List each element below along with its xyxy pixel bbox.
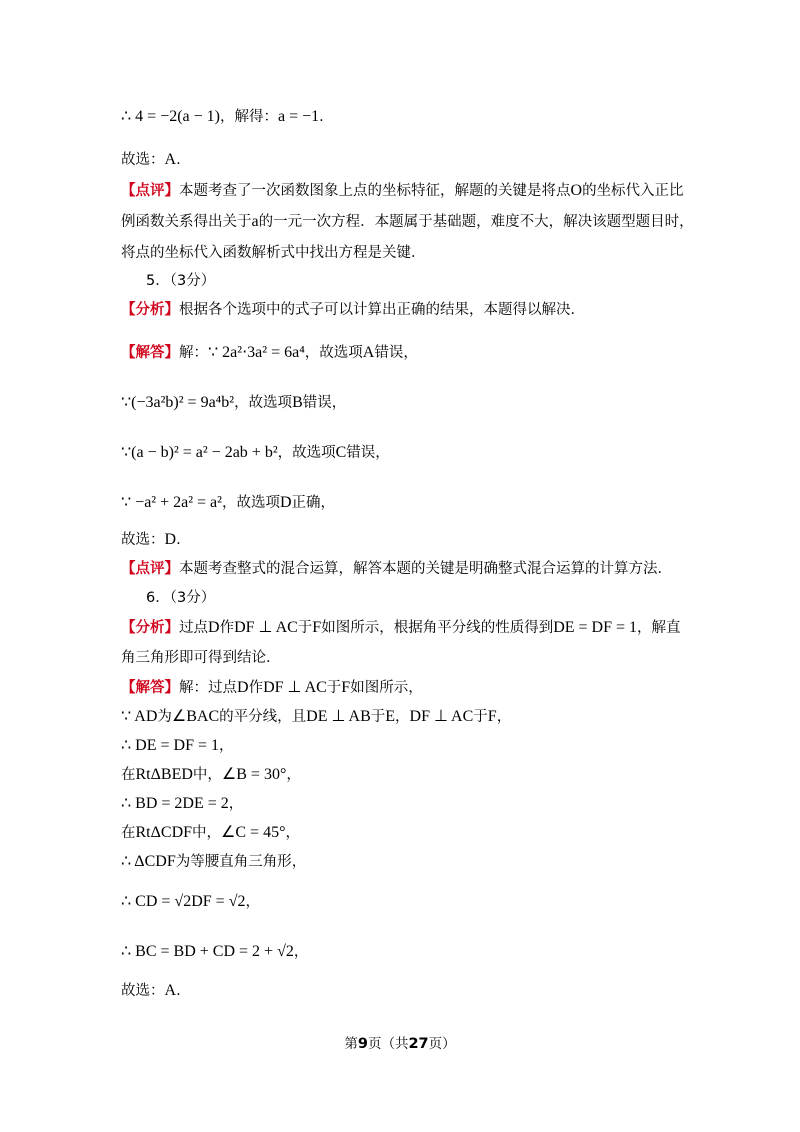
footer-prefix: 第 <box>344 1036 358 1052</box>
section-tag: 【解答】 <box>121 345 179 361</box>
text-run: . <box>176 983 181 999</box>
math-expression: A <box>362 344 375 361</box>
text-run: 于 <box>297 620 313 636</box>
text-run: 6．（3分） <box>146 590 216 606</box>
text-run: ， <box>228 796 244 812</box>
text-run: 解：过点 <box>179 680 237 696</box>
text-run: 错误， <box>302 395 347 411</box>
math-expression: F <box>341 679 351 696</box>
text-run: ，解得： <box>220 109 279 125</box>
math-expression: DE = DF = 1 <box>553 619 638 636</box>
text-run: 故选： <box>121 983 165 999</box>
text-run: ， <box>219 738 234 754</box>
text-line <box>121 765 301 785</box>
math-expression: ∵(a − b)² = a² − 2ab + b² <box>121 444 278 461</box>
text-line <box>121 343 418 363</box>
math-expression: D <box>279 494 292 511</box>
text-run: 为等腰直角三角形， <box>175 854 307 870</box>
text-run: 错误， <box>374 345 418 361</box>
text-run: ，故选项 <box>304 345 363 361</box>
footer-suffix: 页） <box>428 1036 456 1052</box>
text-run: 中， <box>192 767 222 783</box>
text-line <box>121 678 423 698</box>
text-line <box>121 559 672 579</box>
text-line <box>121 243 426 263</box>
math-expression: A <box>164 151 177 168</box>
text-run: 将点的坐标代入函数解析式中找出方程是关键． <box>121 245 426 261</box>
math-expression: a = −1 <box>278 108 320 125</box>
text-run: 例函数关系得出关于 <box>121 214 252 230</box>
text-run: ， <box>285 825 300 841</box>
math-expression: ∵ 2a²⋅3a² = 6a⁴ <box>208 344 305 361</box>
text-line <box>121 212 694 232</box>
math-expression: A <box>164 982 177 999</box>
math-expression: F <box>312 619 322 636</box>
math-expression: ∴ DE = DF = 1 <box>121 737 220 754</box>
text-line <box>121 852 306 872</box>
text-run: 正确， <box>291 495 336 511</box>
text-line <box>121 493 335 513</box>
text-run: ，解直 <box>637 620 681 636</box>
math-expression: ∠C = 45° <box>221 824 286 841</box>
text-run: 故选： <box>121 532 165 548</box>
text-run: 如图所示， <box>350 680 423 696</box>
text-line <box>121 618 681 638</box>
math-expression: ∴ ΔCDF <box>121 853 176 870</box>
math-expression: D <box>164 531 177 548</box>
text-run: ， <box>245 894 260 910</box>
math-expression: DF ⊥ AC <box>409 708 474 725</box>
math-expression: a <box>251 213 259 230</box>
text-run: ，故选项 <box>234 395 293 411</box>
math-expression: ∴ 4 = −2(a − 1) <box>121 108 221 125</box>
text-line <box>121 150 181 170</box>
text-run: 角三角形即可得到结论． <box>121 650 281 666</box>
text-run: 本题考查整式的混合运算，解答本题的关键是明确整式混合运算的计算方法． <box>179 561 672 577</box>
math-expression: DF ⊥ AC <box>263 679 327 696</box>
text-line <box>121 942 308 962</box>
text-run: 错误， <box>346 445 390 461</box>
text-run: 过点 <box>179 620 208 636</box>
text-line <box>121 981 181 1001</box>
text-line <box>121 736 234 756</box>
text-run: 解： <box>179 345 208 361</box>
text-run: ， <box>286 767 301 783</box>
text-run: 的平分线，且 <box>219 709 307 725</box>
math-expression: ∠B = 30° <box>221 766 287 783</box>
text-run: 的一元一次方程．本题属于基础题，难度不大，解决该题型题目时， <box>258 214 694 230</box>
text-run: 根据各个选项中的式子可以计算出正确的结果，本题得以解决． <box>179 302 585 318</box>
footer-mid: 页（共 <box>367 1036 409 1052</box>
section-tag: 【点评】 <box>121 561 179 577</box>
text-run: ， <box>395 709 410 725</box>
math-expression: DF ⊥ AC <box>234 619 298 636</box>
text-run: 于 <box>370 709 386 725</box>
math-expression: ∴ BD = 2DE = 2 <box>121 795 229 812</box>
text-run: 在 <box>121 825 136 841</box>
math-expression: ∠BAC <box>171 708 220 725</box>
text-line <box>121 648 281 668</box>
math-expression: RtΔBED <box>135 766 193 783</box>
text-run: ， <box>293 944 309 960</box>
text-run: ，故选项 <box>277 445 336 461</box>
text-line <box>121 530 181 550</box>
text-line <box>121 707 511 727</box>
section-tag: 【点评】 <box>121 183 179 199</box>
math-expression: F <box>487 708 497 725</box>
math-expression: RtΔCDF <box>135 824 193 841</box>
footer-page-number: 9 <box>357 1036 368 1052</box>
text-line <box>121 892 260 912</box>
math-expression: ∵(−3a²b)² = 9a⁴b² <box>121 394 235 411</box>
math-expression: ∴ CD = √2DF = √2 <box>121 893 246 910</box>
section-tag: 【分析】 <box>121 620 179 636</box>
text-run: 在 <box>121 767 136 783</box>
text-run: 作 <box>219 620 235 636</box>
math-expression: E <box>385 708 396 725</box>
text-run: 中， <box>192 825 222 841</box>
text-run: 于 <box>326 680 342 696</box>
text-line <box>121 300 585 320</box>
text-run: . <box>176 532 181 548</box>
math-expression: D <box>208 619 220 636</box>
math-expression: ∵ −a² + 2a² = a² <box>121 494 222 511</box>
math-expression: C <box>335 444 347 461</box>
text-run: ，故选项 <box>221 495 280 511</box>
text-run: 本题考查了一次函数图象上点的坐标特征，解题的关键是将点 <box>179 183 571 199</box>
math-expression: ∴ BC = BD + CD = 2 + √2 <box>121 943 294 960</box>
text-run: 5．（3分） <box>146 273 216 289</box>
math-expression: B <box>292 394 303 411</box>
text-line <box>146 271 215 291</box>
section-tag: 【解答】 <box>121 680 179 696</box>
math-expression: O <box>570 182 583 199</box>
text-line <box>121 823 300 843</box>
page-footer <box>0 1034 800 1054</box>
text-line <box>146 588 215 608</box>
section-tag: 【分析】 <box>121 302 179 318</box>
text-line <box>121 393 346 413</box>
text-run: . <box>319 109 324 125</box>
text-run: . <box>176 152 181 168</box>
text-run: 的坐标代入正比 <box>582 183 684 199</box>
text-line <box>121 107 324 127</box>
text-run: 如图所示，根据角平分线的性质得到 <box>321 620 554 636</box>
text-run: 故选： <box>121 152 165 168</box>
text-line <box>121 443 390 463</box>
text-run: 作 <box>248 680 264 696</box>
math-expression: ∵ AD <box>121 708 158 725</box>
text-line <box>121 181 684 201</box>
math-expression: D <box>237 679 249 696</box>
math-expression: DE ⊥ AB <box>306 708 371 725</box>
footer-total-pages: 27 <box>408 1036 429 1052</box>
text-line <box>121 794 243 814</box>
text-run: ， <box>496 709 512 725</box>
text-run: 为 <box>157 709 172 725</box>
text-run: 于 <box>473 709 488 725</box>
